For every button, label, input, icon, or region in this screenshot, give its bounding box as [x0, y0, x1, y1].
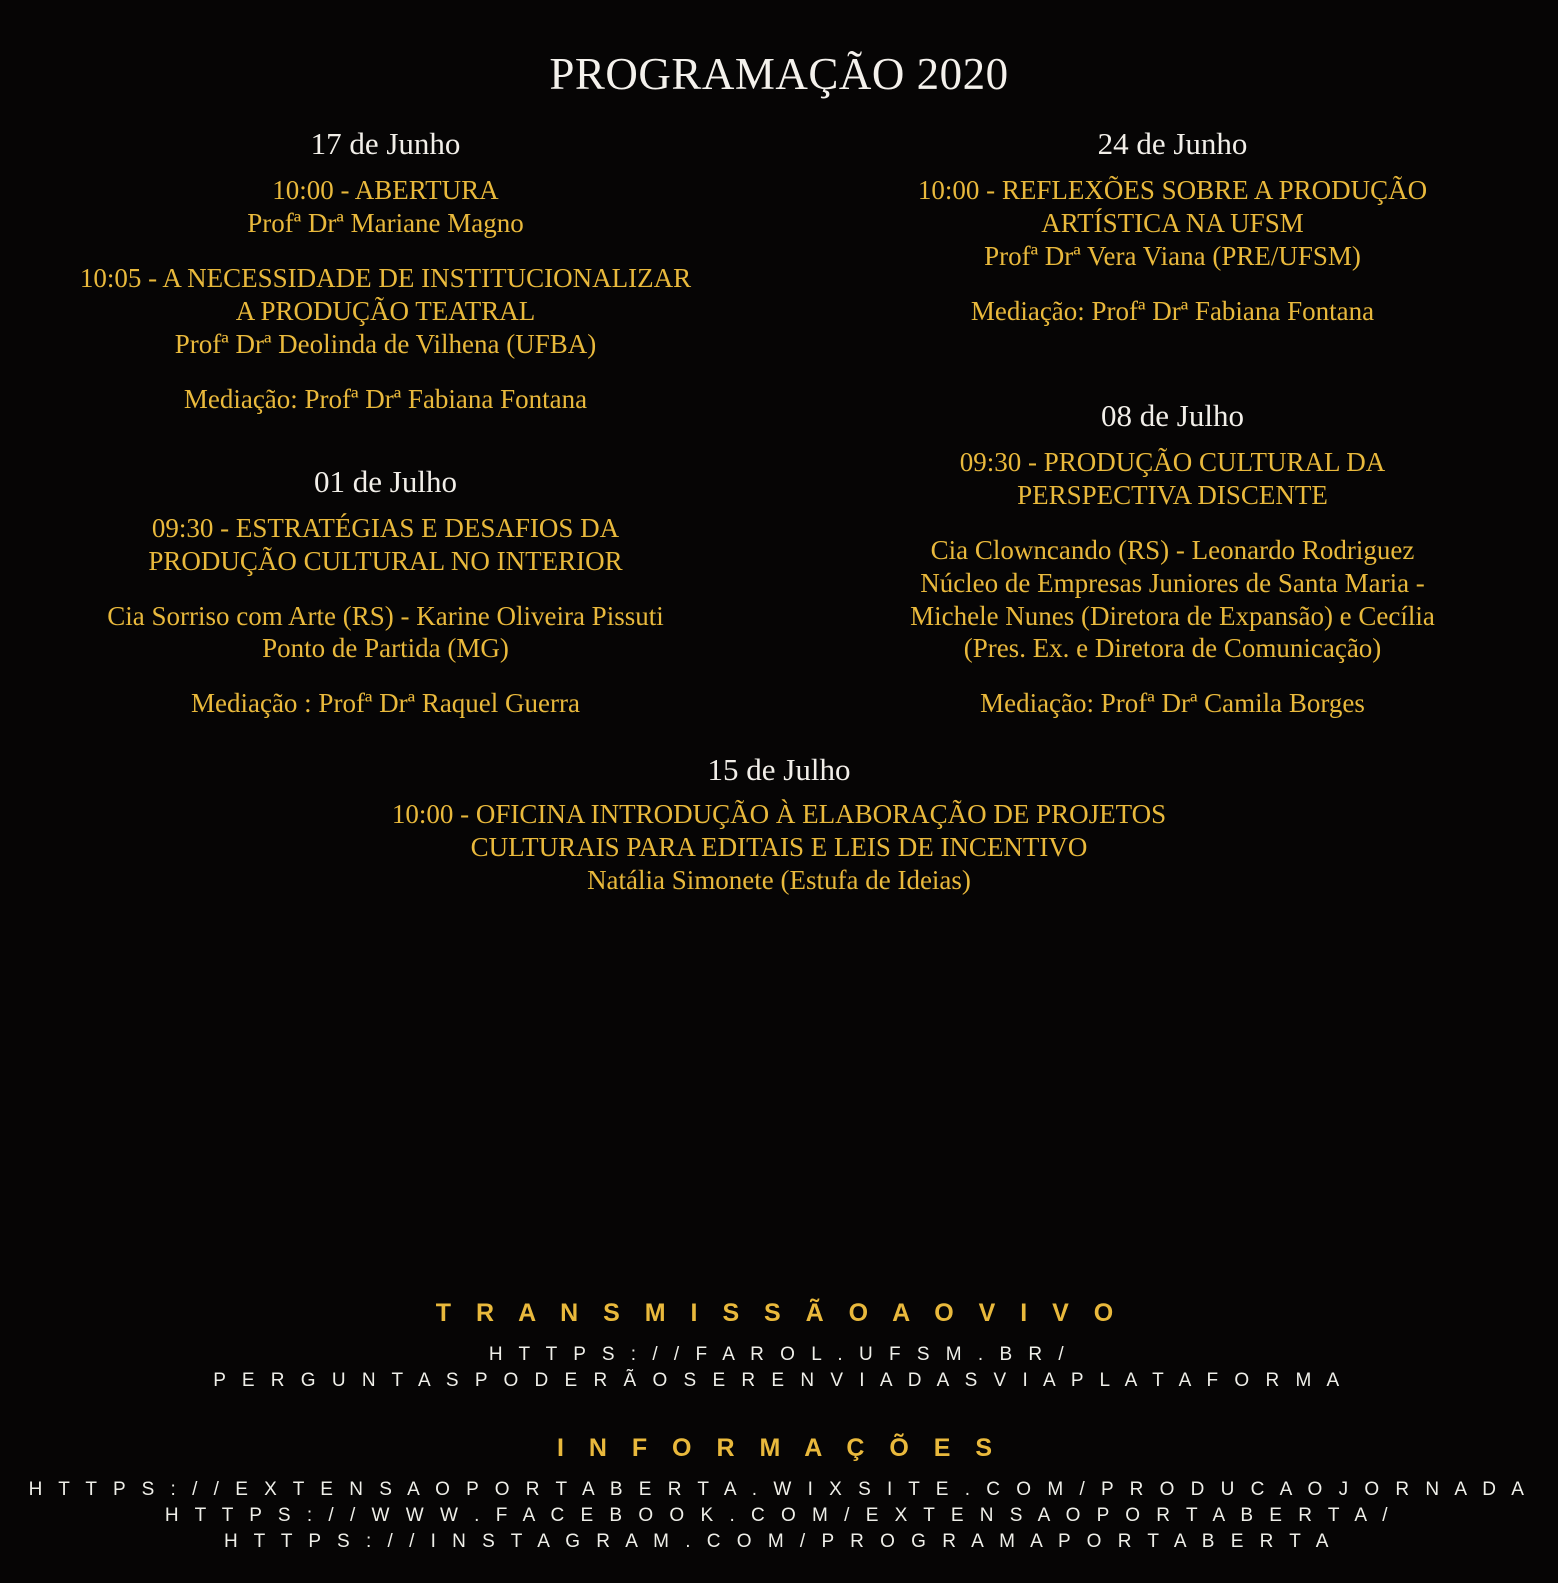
spacer	[807, 512, 1538, 534]
session-line: Profª Drª Deolinda de Vilhena (UFBA)	[174, 328, 597, 359]
session-line: (Pres. Ex. e Diretora de Comunicação)	[963, 633, 1382, 664]
spacer	[807, 376, 1538, 398]
session-line: 10:00 - ABERTURA	[272, 175, 499, 205]
session-line: PRODUÇÃO CULTURAL NO INTERIOR	[148, 545, 623, 576]
session-line: Profª Drª Mariane Magno	[247, 207, 524, 238]
spacer	[0, 1396, 1558, 1434]
session-jul01	[20, 464, 751, 721]
info-link-facebook[interactable]: H T T P S : / / W W W . F A C E B O O K . C O M / E X T E N S A O P O R T A B E R T A /	[164, 1505, 1394, 1526]
session-line: Núcleo de Empresas Juniores de Santa Maria -	[920, 567, 1425, 598]
session-line: 09:30 - PRODUÇÃO CULTURAL DA	[959, 446, 1386, 477]
session-line: Cia Sorriso com Arte (RS) - Karine Oliveira Pissuti	[107, 600, 664, 631]
spacer	[807, 273, 1538, 295]
info-link-website[interactable]: H T T P S : / / E X T E N S A O P O R T A B E R T A . W I X S I T E . C O M / P R O D U C A O J O R N A D A	[28, 1479, 1530, 1500]
session-line: PERSPECTIVA DISCENTE	[1017, 479, 1328, 510]
session-line: Ponto de Partida (MG)	[262, 633, 509, 664]
session-line: 09:30 - ESTRATÉGIAS E DESAFIOS DA	[151, 512, 620, 543]
session-line: CULTURAIS PARA EDITAIS E LEIS DE INCENTIVO	[470, 832, 1088, 863]
schedule-column-left	[0, 126, 779, 746]
session-date-jul01: 01 de Julho	[314, 463, 457, 499]
live-stream-url[interactable]: H T T P S : / / F A R O L . U F S M . B R /	[488, 1344, 1070, 1365]
session-line: ARTÍSTICA NA UFSM	[1041, 207, 1304, 238]
session-mediation: Mediação: Profª Drª Camila Borges	[980, 688, 1365, 719]
session-jun17	[20, 126, 751, 416]
spacer	[20, 361, 751, 383]
session-line: A PRODUÇÃO TEATRAL	[235, 295, 536, 326]
session-mediation: Mediação: Profª Drª Fabiana Fontana	[183, 383, 588, 414]
session-line: Cia Clowncando (RS) - Leonardo Rodriguez	[930, 534, 1415, 565]
session-line: Natália Simonete (Estufa de Ideias)	[587, 865, 971, 896]
footer	[0, 1299, 1558, 1557]
spacer	[20, 665, 751, 687]
session-jun24	[807, 126, 1538, 328]
spacer	[20, 240, 751, 262]
session-mediation: Mediação: Profª Drª Fabiana Fontana	[970, 295, 1375, 326]
session-jul08	[807, 398, 1538, 721]
session-date-jun24: 24 de Junho	[1097, 126, 1248, 161]
live-stream-heading: T R A N S M I S S Ã O A O V I V O	[435, 1299, 1123, 1327]
page-title: PROGRAMAÇÃO 2020	[549, 49, 1009, 99]
schedule-columns	[0, 126, 1558, 746]
spacer	[807, 665, 1538, 687]
live-stream-note: P E R G U N T A S P O D E R Ã O S E R E N V I A D A S V I A P L A T A F O R M A	[213, 1370, 1345, 1391]
spacer	[20, 578, 751, 600]
spacer	[20, 442, 751, 464]
session-date-jul15: 15 de Julho	[707, 752, 851, 788]
session-line: 10:05 - A NECESSIDADE DE INSTITUCIONALIZAR	[79, 262, 692, 293]
spacer	[807, 354, 1538, 376]
session-mediation: Mediação : Profª Drª Raquel Guerra	[190, 688, 580, 719]
info-heading: I N F O R M A Ç Õ E S	[556, 1434, 1002, 1462]
session-date-jun17: 17 de Junho	[310, 126, 461, 161]
session-line: Michele Nunes (Diretora de Expansão) e Cecília	[910, 600, 1435, 631]
session-date-jul08: 08 de Julho	[1101, 397, 1244, 433]
session-line: Profª Drª Vera Viana (PRE/UFSM)	[984, 240, 1361, 271]
session-jul15	[0, 752, 1558, 897]
session-line: 10:00 - OFICINA INTRODUÇÃO À ELABORAÇÃO DE PROJETOS	[391, 799, 1167, 830]
info-link-instagram[interactable]: H T T P S : / / I N S T A G R A M . C O M / P R O G R A M A P O R T A B E R T A	[224, 1531, 1334, 1552]
schedule-column-right	[779, 126, 1558, 746]
session-line: 10:00 - REFLEXÕES SOBRE A PRODUÇÃO	[917, 175, 1428, 205]
